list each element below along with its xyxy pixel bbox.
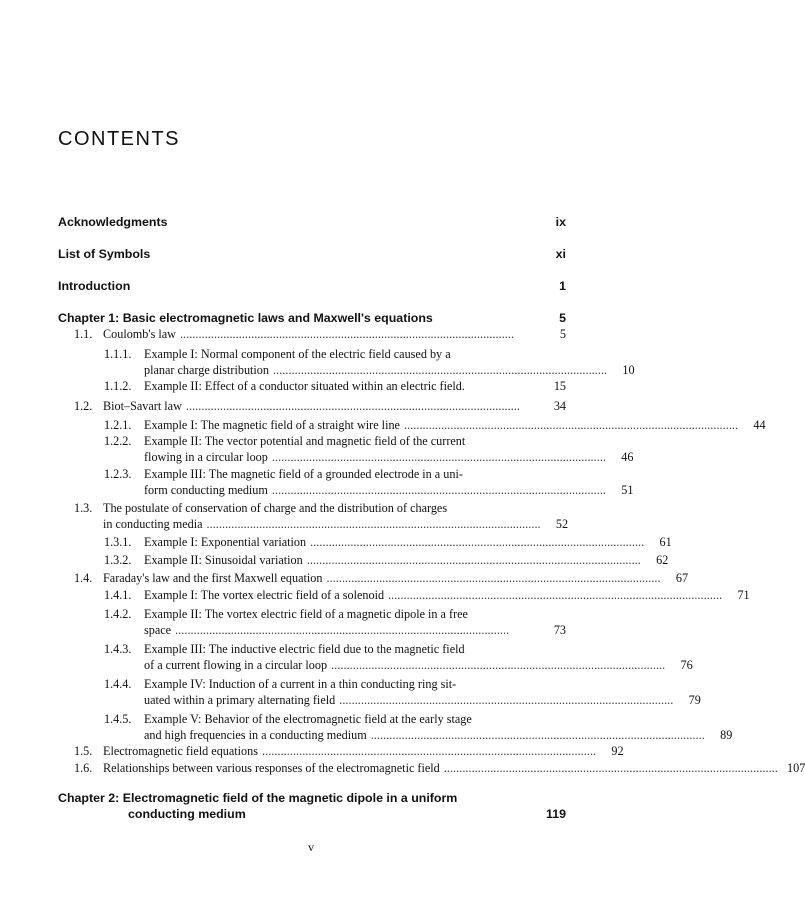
subsection-title: Example II: The vortex electric field of a magnetic dipole in a free	[144, 607, 468, 621]
subsection-title-cont: of a current flowing in a circular loop	[144, 658, 328, 672]
subsection-number: 1.4.4.	[104, 677, 132, 691]
subsection-number: 1.2.2.	[104, 434, 132, 448]
toc-entry-acknowledgments[interactable]	[58, 214, 566, 230]
section-title: The postulate of conservation of charge and the distribution of charges	[103, 501, 448, 515]
section-title: Coulomb's law	[103, 327, 176, 341]
toc-subsection-1-4-3-cont[interactable]	[144, 657, 693, 673]
subsection-title: Example II: The vector potential and magnetic field of the current	[144, 434, 466, 448]
subsection-title-cont: form conducting medium	[144, 483, 268, 497]
subsection-title-cont: space	[144, 623, 172, 637]
dot-leader	[262, 743, 595, 759]
dot-leader	[273, 362, 606, 378]
section-number: 1.1.	[74, 327, 93, 341]
subsection-page: 46	[621, 450, 634, 464]
subsection-number: 1.1.1.	[104, 347, 132, 361]
subsection-title: Example I: The vortex electric field of a solenoid	[144, 588, 385, 602]
subsection-title-cont: flowing in a circular loop	[144, 450, 268, 464]
toc-subsection-1-2-1[interactable]	[104, 417, 766, 433]
page-heading: CONTENTS	[58, 128, 180, 150]
subsection-number: 1.4.5.	[104, 712, 132, 726]
toc-subsection-1-1-1-cont[interactable]	[144, 362, 635, 378]
dot-leader	[175, 622, 537, 638]
dot-leader	[339, 692, 672, 708]
subsection-title-cont: and high frequencies in a conducting medium	[144, 728, 367, 742]
chapter-page: 119	[546, 807, 566, 821]
toc-section-1-6[interactable]	[74, 760, 805, 776]
toc-subsection-1-3-2[interactable]	[104, 552, 669, 568]
chapter-page: 5	[559, 311, 566, 325]
subsection-page: 61	[659, 535, 672, 549]
toc-subsection-1-3-1[interactable]	[104, 534, 672, 550]
toc-subsection-1-4-2-cont[interactable]	[144, 622, 566, 638]
dot-leader	[371, 727, 704, 743]
toc-section-1-4[interactable]	[74, 570, 689, 586]
section-page: 107	[787, 761, 805, 775]
dot-leader	[180, 326, 537, 342]
dot-leader	[272, 449, 605, 465]
subsection-number: 1.4.2.	[104, 607, 132, 621]
entry-page: 1	[559, 279, 566, 293]
dot-leader	[404, 417, 737, 433]
toc-chapter-2[interactable]	[58, 790, 566, 806]
toc-subsection-1-2-2-cont[interactable]	[144, 449, 634, 465]
subsection-title: Example I: The magnetic field of a straight wire line	[144, 418, 400, 432]
subsection-title: Example IV: Induction of a current in a thin conducting ring sit-	[144, 677, 457, 691]
toc-chapter-1[interactable]	[58, 310, 566, 326]
subsection-title: Example II: Effect of a conductor situated within an electric field.	[144, 379, 465, 393]
subsection-page: 71	[737, 588, 750, 602]
toc-subsection-1-4-3[interactable]	[104, 641, 566, 657]
section-page: 67	[675, 571, 689, 585]
subsection-title: Example I: Normal component of the electric field caused by a	[144, 347, 451, 361]
toc-section-1-3[interactable]	[74, 500, 566, 516]
section-title: Relationships between various responses of the electromagnetic field	[103, 761, 440, 775]
toc-chapter-2-cont[interactable]	[128, 806, 566, 822]
entry-title: Acknowledgments	[58, 215, 168, 229]
section-number: 1.3.	[74, 501, 93, 515]
subsection-number: 1.2.3.	[104, 467, 132, 481]
subsection-number: 1.4.1.	[104, 588, 132, 602]
dot-leader	[307, 552, 640, 568]
chapter-title-cont: conducting medium	[128, 807, 246, 821]
section-page: 34	[553, 399, 566, 413]
toc-section-1-1[interactable]	[74, 326, 566, 342]
subsection-number: 1.3.1.	[104, 535, 132, 549]
subsection-page: 10	[622, 363, 635, 377]
entry-page: ix	[555, 215, 566, 229]
toc-section-1-5[interactable]	[74, 743, 624, 759]
subsection-number: 1.4.3.	[104, 642, 132, 656]
toc-subsection-1-2-3-cont[interactable]	[144, 482, 634, 498]
chapter-title: Chapter 1: Basic electromagnetic laws and Maxwell's equations	[58, 311, 433, 325]
subsection-page: 89	[720, 728, 733, 742]
section-title-cont: in conducting media	[103, 517, 203, 531]
subsection-page: 15	[553, 379, 566, 393]
section-number: 1.4.	[74, 571, 93, 585]
dot-leader	[444, 760, 777, 776]
subsection-title: Example II: Sinusoidal variation	[144, 553, 303, 567]
chapter-title: Chapter 2: Electromagnetic field of the magnetic dipole in a uniform	[58, 791, 458, 805]
toc-subsection-1-4-1[interactable]	[104, 587, 750, 603]
subsection-page: 79	[688, 693, 701, 707]
dot-leader	[326, 570, 659, 586]
section-number: 1.5.	[74, 744, 93, 758]
dot-leader	[272, 482, 605, 498]
entry-page: xi	[555, 247, 566, 261]
toc-section-1-2[interactable]	[74, 398, 566, 414]
subsection-number: 1.3.2.	[104, 553, 132, 567]
toc-subsection-1-4-4[interactable]	[104, 676, 566, 692]
section-page: 5	[559, 327, 566, 341]
section-title: Biot–Savart law	[103, 399, 182, 413]
dot-leader	[388, 587, 721, 603]
subsection-title-cont: uated within a primary alternating field	[144, 693, 336, 707]
subsection-title: Example III: The magnetic field of a grounded electrode in a uni-	[144, 467, 463, 481]
entry-title: Introduction	[58, 279, 131, 293]
toc-subsection-1-4-5-cont[interactable]	[144, 727, 733, 743]
subsection-title-cont: planar charge distribution	[144, 363, 269, 377]
subsection-page: 62	[656, 553, 669, 567]
page-number: v	[308, 840, 314, 854]
subsection-number: 1.1.2.	[104, 379, 132, 393]
dot-leader	[186, 398, 537, 414]
toc-subsection-1-2-2[interactable]	[104, 433, 566, 449]
toc-entry-list-of-symbols[interactable]	[58, 246, 566, 262]
toc-section-1-3-cont[interactable]	[103, 516, 569, 532]
section-page: 52	[555, 517, 569, 531]
subsection-page: 76	[680, 658, 693, 672]
section-title: Faraday's law and the first Maxwell equation	[103, 571, 323, 585]
subsection-number: 1.2.1.	[104, 418, 132, 432]
toc-subsection-1-1-2[interactable]	[104, 378, 566, 394]
section-number: 1.6.	[74, 761, 93, 775]
toc-subsection-1-4-2[interactable]	[104, 606, 566, 622]
entry-title: List of Symbols	[58, 247, 151, 261]
subsection-title: Example V: Behavior of the electromagnetic field at the early stage	[144, 712, 472, 726]
subsection-page: 51	[621, 483, 634, 497]
subsection-title: Example I: Exponential variation	[144, 535, 307, 549]
toc-subsection-1-1-1[interactable]	[104, 346, 566, 362]
toc-subsection-1-4-5[interactable]	[104, 711, 566, 727]
section-number: 1.2.	[74, 399, 93, 413]
dot-leader	[310, 534, 643, 550]
subsection-page: 73	[553, 623, 566, 637]
dot-leader	[207, 516, 540, 532]
dot-leader	[331, 657, 664, 673]
toc-subsection-1-2-3[interactable]	[104, 466, 566, 482]
toc-subsection-1-4-4-cont[interactable]	[144, 692, 701, 708]
subsection-page: 44	[753, 418, 766, 432]
subsection-title: Example III: The inductive electric field due to the magnetic field	[144, 642, 465, 656]
toc-entry-introduction[interactable]	[58, 278, 566, 294]
section-page: 92	[611, 744, 624, 758]
section-title: Electromagnetic field equations	[103, 744, 258, 758]
